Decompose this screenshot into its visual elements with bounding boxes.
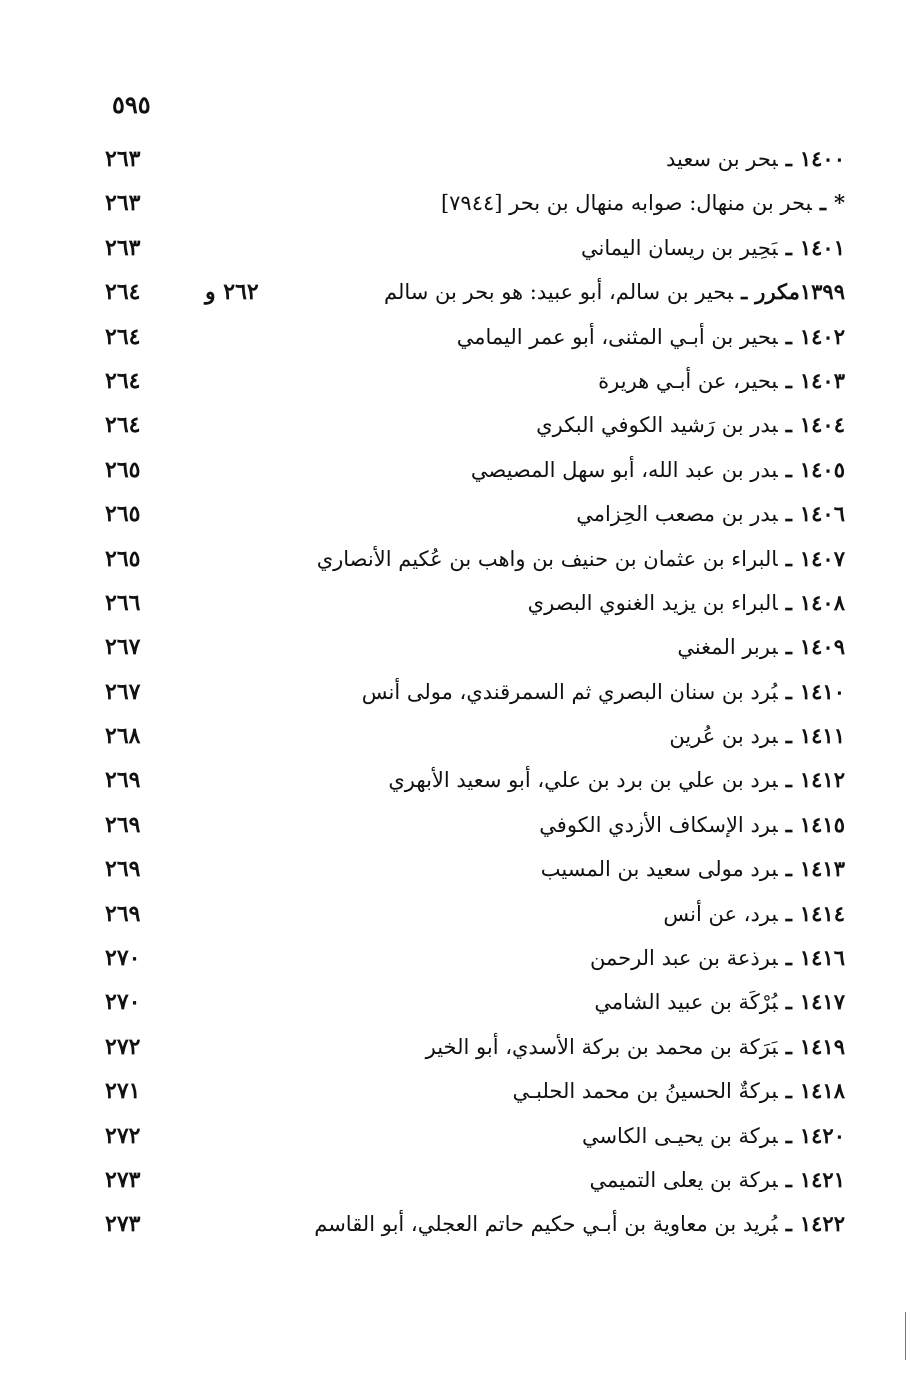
entry-name: بركة بن يحيـى الكاسي: [581, 1123, 778, 1148]
entry-page-ref: ٢٦٧: [105, 678, 141, 705]
index-row: [105, 277, 845, 321]
entry-name: بُريد بن معاوية بن أبـي حكيم حاتم العجلي، أبو القاسم: [314, 1212, 778, 1237]
index-entry: [677, 634, 845, 659]
index-list: [105, 144, 845, 1254]
entry-number: ١٤٠٥: [799, 456, 845, 482]
entry-number: ١٤٠٦: [799, 501, 845, 527]
index-row: [105, 233, 845, 277]
entry-separator: ـ: [785, 1166, 792, 1192]
entry-name: بدر بن رَشيد الكوفي البكري: [536, 413, 778, 438]
index-entry: [314, 1211, 845, 1236]
index-row: [105, 943, 845, 987]
entry-page-ref: ٢٧٣: [105, 1211, 141, 1238]
index-row: [105, 455, 845, 499]
entry-separator: ـ: [785, 767, 792, 793]
page-number: ٥٩٥: [112, 90, 151, 119]
entry-page-ref: ٢٦٤: [105, 323, 141, 350]
entry-separator: ـ: [785, 900, 792, 926]
entry-number: ١٤١٥: [799, 811, 845, 837]
index-entry: [669, 723, 845, 748]
entry-number: ١٤١٩: [799, 1033, 845, 1059]
index-entry: [576, 501, 845, 526]
entry-page-ref: ٢٦٩: [105, 767, 141, 794]
entry-name: بحير بن سالم، أبو عبيد: هو بحر بن سالم: [384, 280, 734, 305]
entry-number: ١٤٢٢: [799, 1211, 845, 1237]
entry-separator: ـ: [785, 501, 792, 527]
index-row: [105, 410, 845, 454]
entry-separator: ـ: [785, 678, 792, 704]
entry-number: ١٣٩٩مكرر: [755, 279, 845, 305]
entry-separator: ـ: [785, 412, 792, 438]
index-row: [105, 632, 845, 676]
entry-extra-ref: ٢٦٢ و: [205, 279, 259, 306]
entry-name: برذعة بن عبد الرحمن: [589, 946, 778, 971]
index-entry: [362, 679, 845, 704]
index-entry: [594, 989, 845, 1014]
entry-separator: ـ: [785, 634, 792, 660]
entry-separator: ـ: [819, 190, 827, 216]
index-entry: [663, 901, 845, 926]
entry-page-ref: ٢٦٧: [105, 634, 141, 661]
index-entry: [539, 812, 845, 837]
entry-separator: ـ: [785, 589, 792, 615]
entry-name: بركة بن يعلى التميمي: [589, 1167, 778, 1192]
index-row: [105, 1121, 845, 1165]
entry-name: بدر بن مصعب الحِزامي: [576, 502, 778, 527]
entry-separator: ـ: [785, 1211, 792, 1237]
entry-page-ref: ٢٧٠: [105, 989, 141, 1016]
entry-page-ref: ٢٦٥: [105, 545, 141, 572]
entry-number: ١٤١١: [799, 723, 845, 749]
index-row: [105, 499, 845, 543]
index-row: [105, 1209, 845, 1253]
entry-name: البراء بن يزيد الغنوي البصري: [527, 590, 778, 615]
entry-separator: ـ: [741, 279, 748, 305]
entry-name: برد الإسكاف الأزدي الكوفي: [539, 812, 778, 837]
index-row: [105, 1076, 845, 1120]
entry-number: ١٤٠٨: [799, 589, 845, 615]
entry-name: بُرد بن سنان البصري ثم السمرقندي، مولى أنس: [361, 679, 778, 704]
entry-name: بركةٌ الحسينُ بن محمد الحلبـي: [512, 1079, 778, 1104]
entry-number: ١٤١٢: [799, 767, 845, 793]
entry-name: بَحِير بن ريسان اليماني: [581, 235, 778, 260]
index-entry: [598, 368, 845, 393]
entry-number: ١٤٠٣: [799, 367, 845, 393]
entry-page-ref: ٢٦٦: [105, 589, 141, 616]
entry-page-ref: ٢٦٩: [105, 811, 141, 838]
entry-number: ١٤١٧: [799, 989, 845, 1015]
index-row: [105, 144, 845, 188]
entry-separator: ـ: [785, 234, 792, 260]
index-entry: [384, 279, 845, 304]
index-row: [105, 854, 845, 898]
entry-separator: ـ: [785, 545, 792, 571]
index-entry: [471, 457, 845, 482]
entry-name: برد مولى سعيد بن المسيب: [540, 857, 778, 882]
index-row: [105, 765, 845, 809]
entry-separator: ـ: [785, 1033, 792, 1059]
index-entry: [528, 590, 845, 615]
entry-separator: ـ: [785, 146, 792, 171]
entry-page-ref: ٢٧٢: [105, 1122, 141, 1149]
entry-page-ref: ٢٧٢: [105, 1033, 141, 1060]
index-entry: [581, 235, 845, 260]
entry-number: ١٤٠١: [799, 234, 845, 260]
index-entry: [541, 856, 845, 881]
entry-separator: ـ: [785, 1122, 792, 1148]
entry-separator: ـ: [785, 1078, 792, 1104]
entry-page-ref: ٢٦٣: [105, 190, 141, 217]
entry-name: بدر بن عبد الله، أبو سهل المصيصي: [470, 457, 778, 482]
entry-number: ١٤٠٤: [799, 412, 845, 438]
index-entry: [590, 945, 845, 970]
entry-separator: ـ: [785, 856, 792, 882]
entry-separator: ـ: [785, 945, 792, 971]
index-row: [105, 721, 845, 765]
entry-number: ١٤٠٧: [799, 545, 845, 571]
index-row: [105, 366, 845, 410]
entry-page-ref: ٢٦٨: [105, 723, 141, 750]
entry-number: ١٤٢١: [799, 1166, 845, 1192]
entry-page-ref: ٢٦٣: [105, 146, 141, 172]
index-row: [105, 810, 845, 854]
entry-number: ١٤٢٠: [799, 1122, 845, 1148]
entry-separator: ـ: [785, 323, 792, 349]
index-entry: [582, 1123, 845, 1148]
entry-page-ref: ٢٦٤: [105, 367, 141, 394]
index-row: [105, 188, 845, 232]
index-entry: [441, 190, 845, 215]
entry-page-ref: ٢٦٥: [105, 456, 141, 483]
index-entry: [426, 1034, 845, 1059]
margin-rule: [905, 1312, 906, 1360]
index-entry: [317, 546, 845, 571]
index-row: [105, 987, 845, 1031]
index-entry: [512, 1078, 845, 1103]
entry-name: بحر بن سعيد: [665, 147, 778, 171]
entry-number: ١٤١٤: [799, 900, 845, 926]
index-entry: [388, 767, 845, 792]
entry-name: بربر المغني: [677, 635, 778, 660]
entry-name: برد بن علي بن برد بن علي، أبو سعيد الأبهري: [388, 768, 778, 793]
entry-separator: ـ: [785, 723, 792, 749]
index-row: [105, 1032, 845, 1076]
entry-separator: ـ: [785, 367, 792, 393]
entry-name: برد، عن أنس: [663, 901, 778, 926]
entry-name: برد بن عُرين: [669, 724, 778, 749]
entry-name: بَرَكة بن محمد بن بركة الأسدي، أبو الخير: [425, 1034, 778, 1059]
index-row: [105, 588, 845, 632]
entry-separator: ـ: [785, 811, 792, 837]
entry-name: بحير، عن أبـي هريرة: [598, 368, 778, 393]
entry-page-ref: ٢٧٠: [105, 945, 141, 972]
index-entry: [536, 412, 845, 437]
entry-number: ١٤١٨: [799, 1078, 845, 1104]
entry-number: ١٤٠٠: [799, 146, 845, 171]
entry-page-ref: ٢٧٣: [105, 1166, 141, 1193]
entry-page-ref: ٢٦٩: [105, 856, 141, 883]
entry-separator: ـ: [785, 989, 792, 1015]
entry-number: ١٤٠٢: [799, 323, 845, 349]
entry-page-ref: ٢٦٣: [105, 234, 141, 261]
entry-number: ١٤١٠: [799, 678, 845, 704]
entry-page-ref: ٢٦٤: [105, 279, 141, 306]
entry-page-ref: ٢٦٤: [105, 412, 141, 439]
index-row: [105, 322, 845, 366]
entry-number: ١٤١٣: [799, 856, 845, 882]
entry-separator: ـ: [785, 456, 792, 482]
index-row: [105, 1165, 845, 1209]
entry-page-ref: ٢٦٥: [105, 501, 141, 528]
index-row: [105, 544, 845, 588]
index-entry: [590, 1167, 845, 1192]
entry-name: بحر بن منهال: صوابه منهال بن بحر [٧٩٤٤]: [440, 191, 812, 216]
entry-number: ١٤٠٩: [799, 634, 845, 660]
entry-name: البراء بن عثمان بن حنيف بن واهب بن عُكيم الأنصاري: [316, 546, 778, 571]
index-entry: [666, 146, 845, 171]
entry-name: بُرْكَة بن عبيد الشامي: [594, 990, 778, 1015]
entry-name: بحير بن أبـي المثنى، أبو عمر اليمامي: [456, 324, 778, 349]
index-row: [105, 899, 845, 943]
index-entry: [457, 324, 845, 349]
entry-number: *: [834, 190, 845, 216]
entry-page-ref: ٢٦٩: [105, 900, 141, 927]
entry-number: ١٤١٦: [799, 945, 845, 971]
entry-page-ref: ٢٧١: [105, 1078, 141, 1105]
index-row: [105, 677, 845, 721]
